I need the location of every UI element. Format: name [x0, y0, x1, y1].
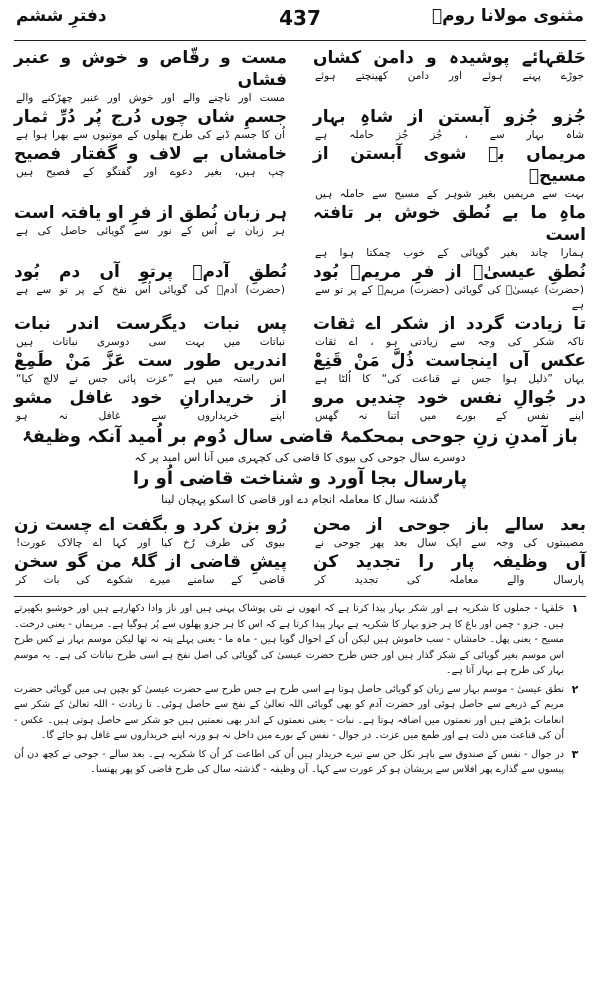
page-header	[14, 0, 586, 40]
footnote-number: ۱	[571, 602, 579, 615]
translation: بہت سے مریمیں بغیر شوہر کے مسیح سے حاملہ ہیں	[315, 188, 584, 200]
verse: مست و رقّاص و خوش و عنبر فشاں	[14, 48, 287, 90]
translation: یہاں ”ذلیل ہوا جس نے قناعت کی“ کا اُلٹا ہے	[315, 373, 584, 385]
footnote	[14, 601, 586, 679]
verse: بعد سالے باز جوحی از محن	[313, 515, 586, 535]
couplet	[14, 202, 586, 261]
footnotes-rule	[14, 596, 586, 597]
footnote-number: ۲	[571, 682, 579, 696]
translation: اُن کا جسم ڈبے کی طرح پھلوں کے موتیوں سے بھرا ہوا ہے	[16, 129, 285, 141]
translation: مصیبتوں کی وجہ سے ایک سال بعد پھر جوحی نے	[315, 537, 584, 549]
translation: تاکہ شکر کی وجہ سے زیادتی ہو ، اے ثقات	[315, 336, 584, 348]
couplet-left-half	[14, 387, 287, 424]
heading-line: پارسال بجا آورد و شناخت قاضی اُو را	[132, 468, 468, 489]
couplet-right-half	[313, 202, 586, 261]
translation: مست اور ناچنے والے اور خوش اور عنبر چھڑکنے والے	[16, 92, 285, 104]
couplets-bottom	[14, 514, 586, 588]
heading-line: باز آمدنِ زنِ جوحی بمحکمۂ قاضی سال دُوم بر اُمید آنکہ وظیفۂ	[22, 426, 578, 447]
couplet-right-half	[313, 551, 586, 588]
translation: بیوی کی طرف رُخ کیا اور کہا اے چالاک عورت!	[16, 537, 285, 549]
verse: در جُوالِ نفس خود چندیں مرو	[313, 388, 586, 408]
header-rule	[14, 40, 586, 41]
verse: نُطقِ عیسیٰؑ از فرِ مریمؑ بُود	[313, 262, 586, 282]
couplet	[14, 106, 586, 143]
heading-translation: گذشتہ سال کا معاملہ انجام دے اور قاضی کا اسکو پہچان لینا	[161, 493, 439, 506]
volume-title: دفترِ ششم	[16, 6, 107, 26]
couplet	[14, 143, 586, 202]
couplet	[14, 313, 586, 350]
translation: ہر زبان نے اُس کے نور سے گویائی حاصل کی ہے	[16, 225, 285, 237]
couplet-left-half	[14, 106, 287, 143]
footnote	[14, 747, 586, 778]
footnote-text: در جوال - نفس کے صندوق سے باہر نکل جن سے تیرے خریدار ہیں اُن کی اطاعت کر اُن کا شکریہ ہے۔ بعد سالے - جوحی نے کچھ دن اُن پیسوں سے گذارے پھر افلاس سے پریشان ہو کر عورت سے کہا۔ آں وظیفہ - گذشتہ سال کی طرح قاضی کو پھر پھنسا۔	[14, 748, 564, 775]
couplet-right-half	[313, 47, 586, 106]
verse: از خریدارانِ خود غافل مشو	[14, 388, 287, 408]
couplet-right-half	[313, 350, 586, 387]
verse: مریماں بے شوی آبستن از مسیحؑ	[313, 144, 586, 186]
verse: جسمِ شاں چوں دُرج پُر دُرِّ ثمار	[14, 107, 287, 127]
translation: اس راستہ میں ہے ”عزت پائی جس نے لالچ کیا“	[16, 373, 285, 385]
translation: جوڑے پہنے ہوئے اور دامن کھینچتے ہوئے	[315, 70, 584, 82]
couplet	[14, 47, 586, 106]
couplet	[14, 551, 586, 588]
footnote	[14, 682, 586, 744]
couplet-right-half	[313, 106, 586, 143]
heading-translation: دوسرے سال جوحی کی بیوی کا قاضی کی کچہری میں آنا اس امید پر کہ	[134, 451, 466, 464]
verse: جُزو جُزو آبستن از شاہِ بہار	[313, 107, 586, 127]
couplet	[14, 514, 586, 551]
couplet-left-half	[14, 143, 287, 202]
couplet	[14, 350, 586, 387]
translation: شاہ بہار سے ، جُز جُز حاملہ ہے	[315, 129, 584, 141]
verse: تا زیادت گردد از شکر اے ثقات	[313, 314, 586, 334]
couplet-left-half	[14, 350, 287, 387]
verse: خامشاں بے لاف و گفتار فصیح	[14, 144, 287, 164]
verse: عکس آں اینجاست ذُلَّ مَنْ قَنِعْ	[313, 351, 586, 371]
couplet-left-half	[14, 261, 287, 313]
couplet-left-half	[14, 202, 287, 261]
couplet-left-half	[14, 47, 287, 106]
footnote-number: ۳	[571, 747, 579, 761]
section-heading	[14, 424, 586, 508]
verse: اندریں طور ست عَزَّ مَنْ طَمِعْ	[14, 351, 287, 371]
translation: پارسال والے معاملہ کی تجدید کر	[315, 574, 584, 586]
translation: (حضرت) آدمؑ کی گویائی اُس نفخ کے پر تو سے ہے	[16, 284, 285, 296]
translation: قاضی کے سامنے میرے شکوے کی بات کر	[16, 574, 285, 586]
couplet-right-half	[313, 313, 586, 350]
couplet-right-half	[313, 261, 586, 313]
verse: ہر زبان نُطق از فرِ او یافتہ است	[14, 203, 287, 223]
couplet-left-half	[14, 514, 287, 551]
verse: آں وظیفہ پار را تجدید کن	[313, 552, 586, 572]
verse: پس نبات دیگرست اندر نبات	[14, 314, 287, 334]
verse: ماہِ ما بے نُطق خوش بر تافتہ است	[313, 203, 586, 245]
footnote-text: نطق عیسیٰ - موسم بہار سے زبان کو گویائی حاصل ہوتا ہے اسی طرح ہے جس طرح سے حضرت عیسیٰ کو بچپن ہی میں گویائی حضرت مریم کے ذریعے سے حاصل ہوئی اور حضرت آدم کو بھی گویائی اللہ تعالیٰ کے نفخ سے حاصل ہوئی۔ تا زیادت - اللہ تعالیٰ کے شکر سے انعامات بڑھتے ہیں اور نعمتوں میں اضافہ ہوتا ہے۔ نبات - یعنی نعمتوں کے اندر بھی نعمتیں ہیں جو شکر سے حاصل ہوتی ہیں۔ عکس - اُن کی قناعت میں ذلت ہے اور طمع میں عزت۔ در جوال - نفس کے بورے میں داخل نہ ہو ورنہ اپنے خریداروں سے غافل ہو جائے گا۔	[14, 683, 564, 741]
translation: نباتات میں بہت سی دوسری نباتات ہیں	[16, 336, 285, 348]
couplet	[14, 261, 586, 313]
translation: (حضرت) عیسیٰؑ کی گویائی (حضرت) مریمؑ کے پر تو سے ہے	[315, 284, 584, 311]
couplet-right-half	[313, 387, 586, 424]
couplet-left-half	[14, 551, 287, 588]
footnote-text: حَلقہا - جملوں کا شکریہ ہے اور شکر بہار پیدا کرتا ہے کہ انھوں نے نئی پوشاک پہنی ہیں اور ناز وادا دکھارہے ہیں اور خوشبو بکھیرتے ہیں۔ جزو - چمن اور باغ کا ہر جزو بہار کا شکریہ ہے بہار پیدا کرتا ہے کہ اس کا ہر جزو پھلوں سے پُر ہوگیا ہے۔ مریماں - یعنی درخت۔ مسیح - یعنی پھل۔ خامشاں - سب خاموش ہیں لیکن اُن کے احوال گویا ہیں - ماہ ما - یعنی پہلے پتہ نہ تھا لیکن موسم بہار نے کس طرح اس موسم بغیر گویائی کے شکر گذار ہیں اور جس طرح حضرت عیسیٰ کی گویائی کی اصل نفخ ہے اسی طرح نباتات کی ہے۔ یہ موسم بہار کی طرح ہے بہار آتا ہے۔	[14, 603, 564, 676]
book-page	[14, 0, 586, 994]
verse: حَلقہائے پوشیدہ و دامن کشاں	[313, 48, 586, 68]
couplet	[14, 387, 586, 424]
translation: ہمارا چاند بغیر گویائی کے خوب چمکتا ہوا ہے	[315, 247, 584, 259]
book-title: مثنوی مولانا رومؒ	[431, 6, 584, 26]
couplet-right-half	[313, 514, 586, 551]
verse: رُو بزن کرد و بگفت اے چست زن	[14, 515, 287, 535]
couplet-left-half	[14, 313, 287, 350]
page-number: 437	[279, 6, 321, 30]
footnotes	[14, 601, 586, 778]
couplets-top	[14, 47, 586, 424]
couplet-right-half	[313, 143, 586, 202]
translation: چپ ہیں، بغیر دعوے اور گفتگو کے فصیح ہیں	[16, 166, 285, 178]
verse: نُطقِ آدمؑ پرتوِ آں دم بُود	[14, 262, 287, 282]
translation: اپنے نفس کے بورے میں اتنا نہ گھس	[315, 410, 584, 422]
verse: پیشِ قاضی از گلۂ من گو سخن	[14, 552, 287, 572]
translation: اپنے خریداروں سے غافل نہ ہو	[16, 410, 285, 422]
